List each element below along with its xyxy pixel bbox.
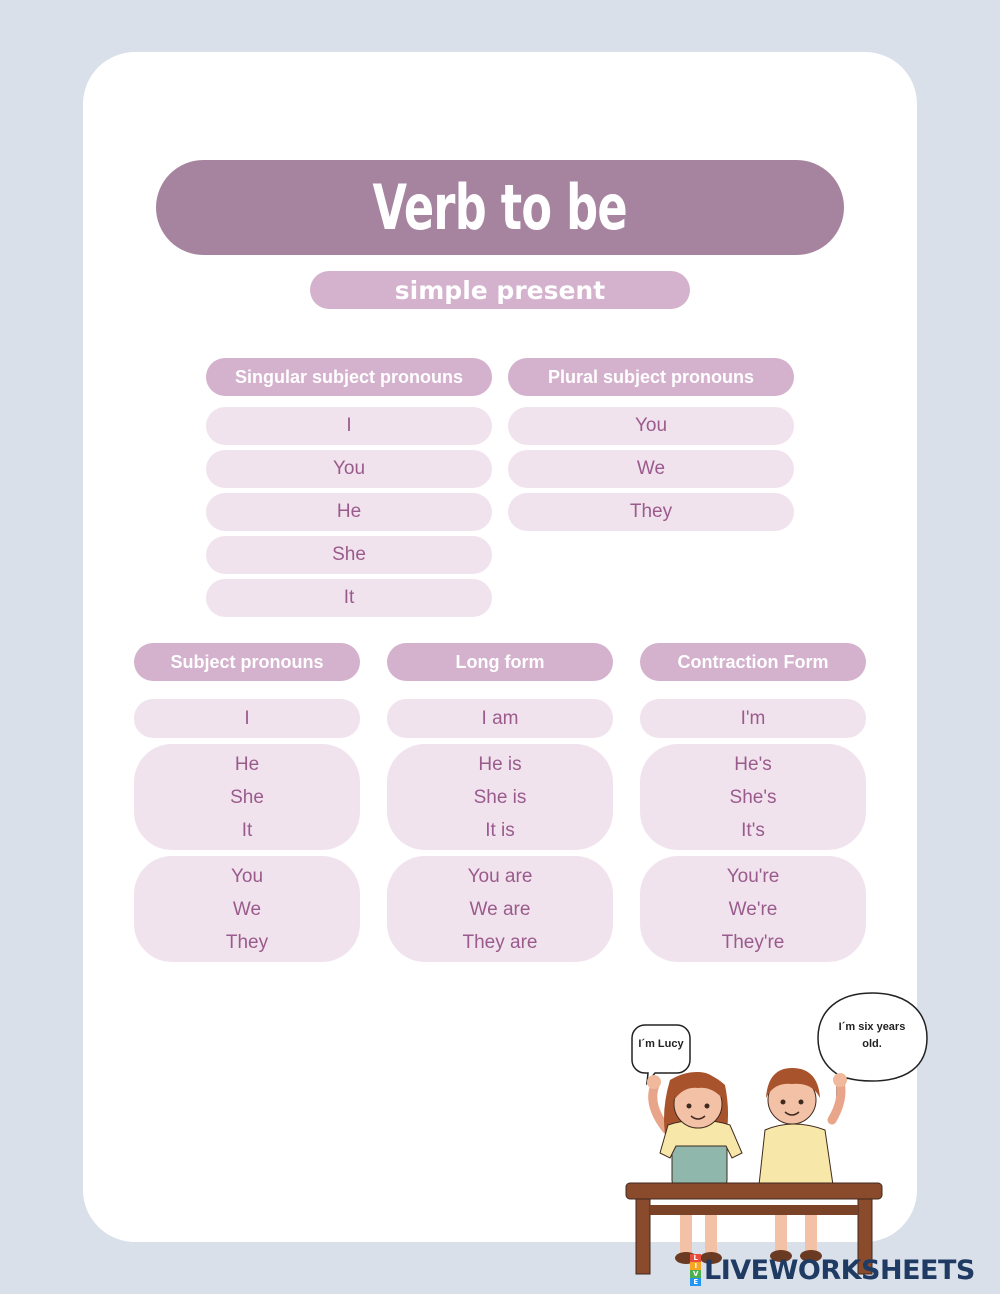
singular-pronoun-cell: I (206, 407, 492, 445)
contraction-form-cell: You're We're They're (640, 856, 866, 962)
long-form-cell: He is She is It is (387, 744, 613, 850)
singular-pronoun-cell: He (206, 493, 492, 531)
bubble-right-text-line2: old. (862, 1038, 882, 1050)
subject-pronoun-cell: He She It (134, 744, 360, 850)
liveworksheets-watermark (690, 1252, 975, 1288)
singular-pronoun-cell: She (206, 536, 492, 574)
page-title (156, 160, 844, 255)
singular-pronouns-header: Singular subject pronouns (206, 358, 492, 396)
singular-pronoun-cell: It (206, 579, 492, 617)
liveworksheets-badge-icon: L I V E (690, 1254, 701, 1286)
page-subtitle: simple present (310, 271, 690, 309)
singular-pronoun-cell: You (206, 450, 492, 488)
contraction-form-cell: He's She's It's (640, 744, 866, 850)
subject-pronoun-cell: I (134, 699, 360, 738)
plural-pronoun-cell: They (508, 493, 794, 531)
liveworksheets-text: LIVEWORKSHEETS (704, 1254, 975, 1286)
subject-pronoun-cell: You We They (134, 856, 360, 962)
girl-figure (647, 1072, 742, 1264)
contraction-form-cell: I'm (640, 699, 866, 738)
contraction-form-header: Contraction Form (640, 643, 866, 681)
boy-figure (759, 1068, 847, 1262)
page-title-text: Verb to be (372, 171, 628, 244)
bubble-left-text: I´m Lucy (638, 1038, 684, 1050)
speech-bubble-left (632, 1025, 690, 1083)
long-form-header: Long form (387, 643, 613, 681)
long-form-cell: I am (387, 699, 613, 738)
bubble-right-text-line1: I´m six years (838, 1021, 906, 1033)
plural-pronoun-cell: You (508, 407, 794, 445)
subject-pronouns-header: Subject pronouns (134, 643, 360, 681)
kids-illustration (600, 985, 1000, 1294)
plural-pronouns-header: Plural subject pronouns (508, 358, 794, 396)
long-form-cell: You are We are They are (387, 856, 613, 962)
plural-pronoun-cell: We (508, 450, 794, 488)
